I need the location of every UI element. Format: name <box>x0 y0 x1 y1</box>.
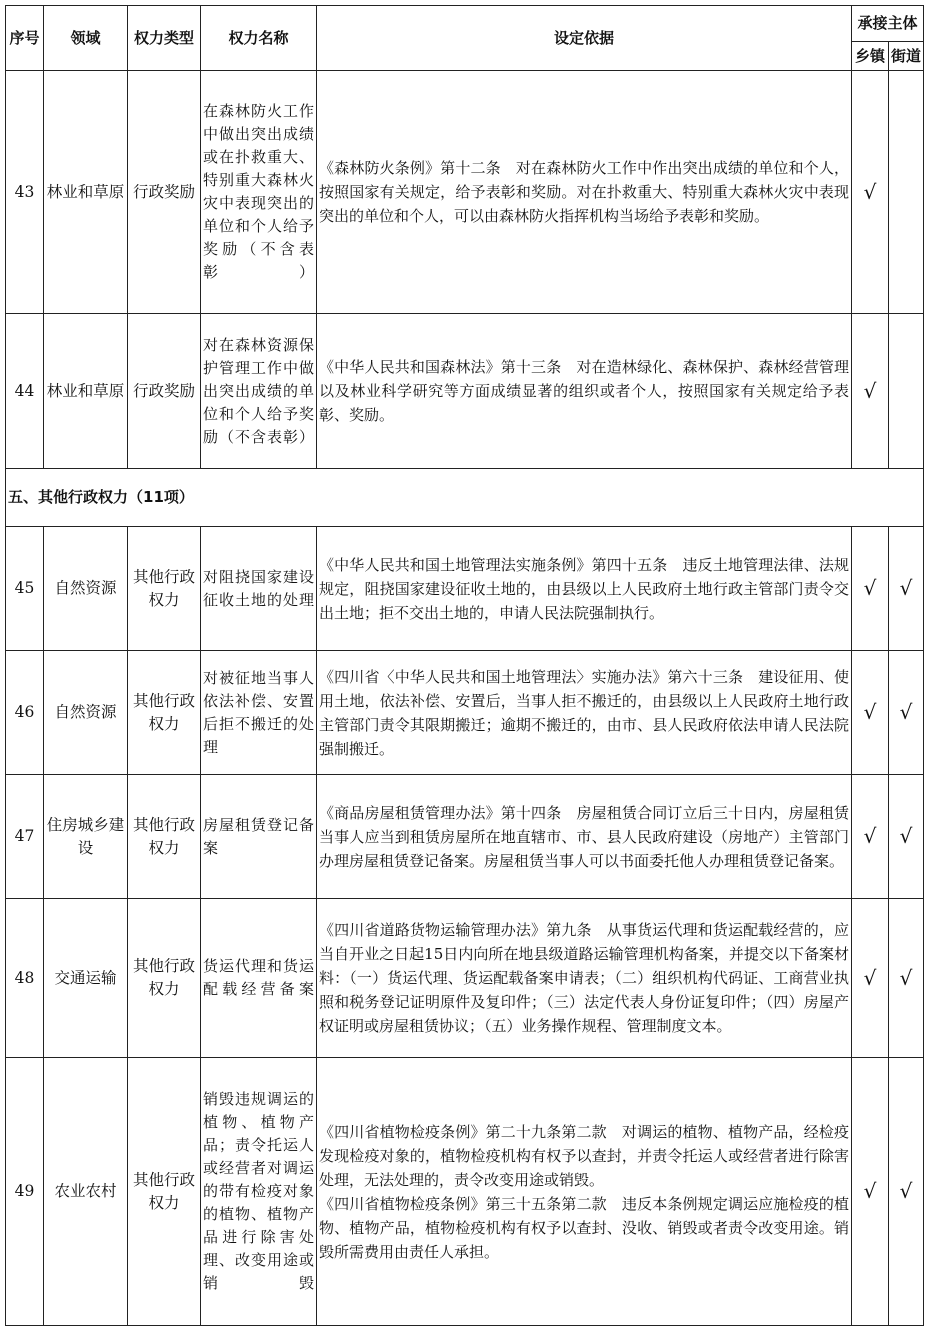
section-row <box>6 469 924 527</box>
row-seq: 43 <box>6 71 44 314</box>
row-domain: 自然资源 <box>44 651 128 775</box>
row-town-check: √ <box>852 314 889 469</box>
row-basis <box>317 527 852 651</box>
row-power-name: 对被征地当事人依法补偿、安置后拒不搬迁的处理 <box>201 651 317 775</box>
table-row <box>6 651 924 775</box>
row-town-check: √ <box>852 899 889 1058</box>
row-type: 行政奖励 <box>128 314 201 469</box>
row-seq: 44 <box>6 314 44 469</box>
row-power-name: 房屋租赁登记备案 <box>201 775 317 899</box>
header-name: 权力名称 <box>201 6 317 71</box>
table-row <box>6 71 924 314</box>
row-street-check: √ <box>889 899 924 1058</box>
row-type: 其他行政权力 <box>128 1058 201 1326</box>
row-domain: 林业和草原 <box>44 71 128 314</box>
header-type: 权力类型 <box>128 6 201 71</box>
header-town: 乡镇 <box>852 42 889 71</box>
table-body <box>6 71 924 1326</box>
row-basis <box>317 899 852 1058</box>
row-basis <box>317 71 852 314</box>
header-street: 街道 <box>889 42 924 71</box>
row-domain: 自然资源 <box>44 527 128 651</box>
row-town-check: √ <box>852 71 889 314</box>
table-row <box>6 899 924 1058</box>
row-basis <box>317 651 852 775</box>
row-domain: 农业农村 <box>44 1058 128 1326</box>
header-basis: 设定依据 <box>317 6 852 71</box>
row-seq: 46 <box>6 651 44 775</box>
row-street-check: √ <box>889 651 924 775</box>
basis-paragraph: 《四川省〈中华人民共和国土地管理法〉实施办法》第六十三条 建设征用、使用土地，依法补偿、安置后，当事人拒不搬迁的，由县级以上人民政府土地行政主管部门责令其限期搬迁；逾期不搬迁的，由市、县人民政府依法申请人民法院强制搬迁。 <box>319 667 849 758</box>
header-undertake: 承接主体 <box>852 6 924 42</box>
row-basis <box>317 775 852 899</box>
row-power-name: 在森林防火工作中做出突出成绩或在扑救重大、特别重大森林火灾中表现突出的单位和个人给予奖励（不含表彰） <box>201 71 317 314</box>
section-title: 五、其他行政权力（11项） <box>6 469 924 527</box>
row-seq: 47 <box>6 775 44 899</box>
row-domain: 住房城乡建设 <box>44 775 128 899</box>
row-town-check: √ <box>852 775 889 899</box>
row-power-name: 对在森林资源保护管理工作中做出突出成绩的单位和个人给予奖励（不含表彰） <box>201 314 317 469</box>
table-row <box>6 775 924 899</box>
row-basis <box>317 314 852 469</box>
table-row <box>6 314 924 469</box>
basis-paragraph: 《商品房屋租赁管理办法》第十四条 房屋租赁合同订立后三十日内，房屋租赁当事人应当到租赁房屋所在地直辖市、市、县人民政府建设（房地产）主管部门办理房屋租赁登记备案。房屋租赁当事人可以书面委托他人办理租赁登记备案。 <box>319 803 849 870</box>
row-domain: 交通运输 <box>44 899 128 1058</box>
basis-paragraph: 《中华人民共和国土地管理法实施条例》第四十五条 违反土地管理法律、法规规定，阻挠国家建设征收土地的，由县级以上人民政府土地行政主管部门责令交出土地；拒不交出土地的，申请人民法院强制执行。 <box>319 555 849 622</box>
table-row <box>6 527 924 651</box>
row-type: 行政奖励 <box>128 71 201 314</box>
table-row <box>6 1058 924 1326</box>
row-seq: 48 <box>6 899 44 1058</box>
header-seq: 序号 <box>6 6 44 71</box>
row-street-check: √ <box>889 527 924 651</box>
row-seq: 49 <box>6 1058 44 1326</box>
row-street-check: √ <box>889 775 924 899</box>
row-town-check: √ <box>852 651 889 775</box>
basis-paragraph: 《中华人民共和国森林法》第十三条 对在造林绿化、森林保护、森林经营管理以及林业科学研究等方面成绩显著的组织或者个人，按照国家有关规定给予表彰、奖励。 <box>319 358 849 424</box>
basis-paragraph: 《四川省植物检疫条例》第二十九条第二款 对调运的植物、植物产品，经检疫发现检疫对象的，植物检疫机构有权予以查封，并责令托运人或经营者进行除害处理，无法处理的，责令改变用途或销毁。 <box>319 1122 849 1189</box>
row-domain: 林业和草原 <box>44 314 128 469</box>
row-power-name: 对阻挠国家建设征收土地的处理 <box>201 527 317 651</box>
row-type: 其他行政权力 <box>128 527 201 651</box>
row-seq: 45 <box>6 527 44 651</box>
header-domain: 领域 <box>44 6 128 71</box>
basis-paragraph: 《四川省道路货物运输管理办法》第九条 从事货运代理和货运配载经营的，应当自开业之日起15日内向所在地县级道路运输管理机构备案，并提交以下备案材料：（一）货运代理、货运配载备案申请表；（二）组织机构代码证、工商营业执照和税务登记证明原件及复印件；（三）法定代表人身份证复印件；（四）房屋产权证明或房屋租赁协议；（五）业务操作规程、管理制度文本。 <box>319 921 849 1035</box>
row-power-name: 货运代理和货运配载经营备案 <box>201 899 317 1058</box>
row-street-check <box>889 314 924 469</box>
power-list-table <box>5 5 924 1326</box>
row-street-check: √ <box>889 1058 924 1326</box>
row-type: 其他行政权力 <box>128 899 201 1058</box>
row-type: 其他行政权力 <box>128 651 201 775</box>
row-town-check: √ <box>852 1058 889 1326</box>
basis-paragraph: 《森林防火条例》第十二条 对在森林防火工作中作出突出成绩的单位和个人，按照国家有关规定，给予表彰和奖励。对在扑救重大、特别重大森林火灾中表现突出的单位和个人，可以由森林防火指挥机构当场给予表彰和奖励。 <box>319 159 849 225</box>
row-power-name: 销毁违规调运的植物、植物产品；责令托运人或经营者对调运的带有检疫对象的植物、植物产品进行除害处理、改变用途或销毁 <box>201 1058 317 1326</box>
row-type: 其他行政权力 <box>128 775 201 899</box>
row-basis <box>317 1058 852 1326</box>
row-town-check: √ <box>852 527 889 651</box>
row-street-check <box>889 71 924 314</box>
basis-paragraph: 《四川省植物检疫条例》第三十五条第二款 违反本条例规定调运应施检疫的植物、植物产品，植物检疫机构有权予以查封、没收、销毁或者责令改变用途。销毁所需费用由责任人承担。 <box>319 1194 849 1261</box>
table-header <box>6 6 924 71</box>
